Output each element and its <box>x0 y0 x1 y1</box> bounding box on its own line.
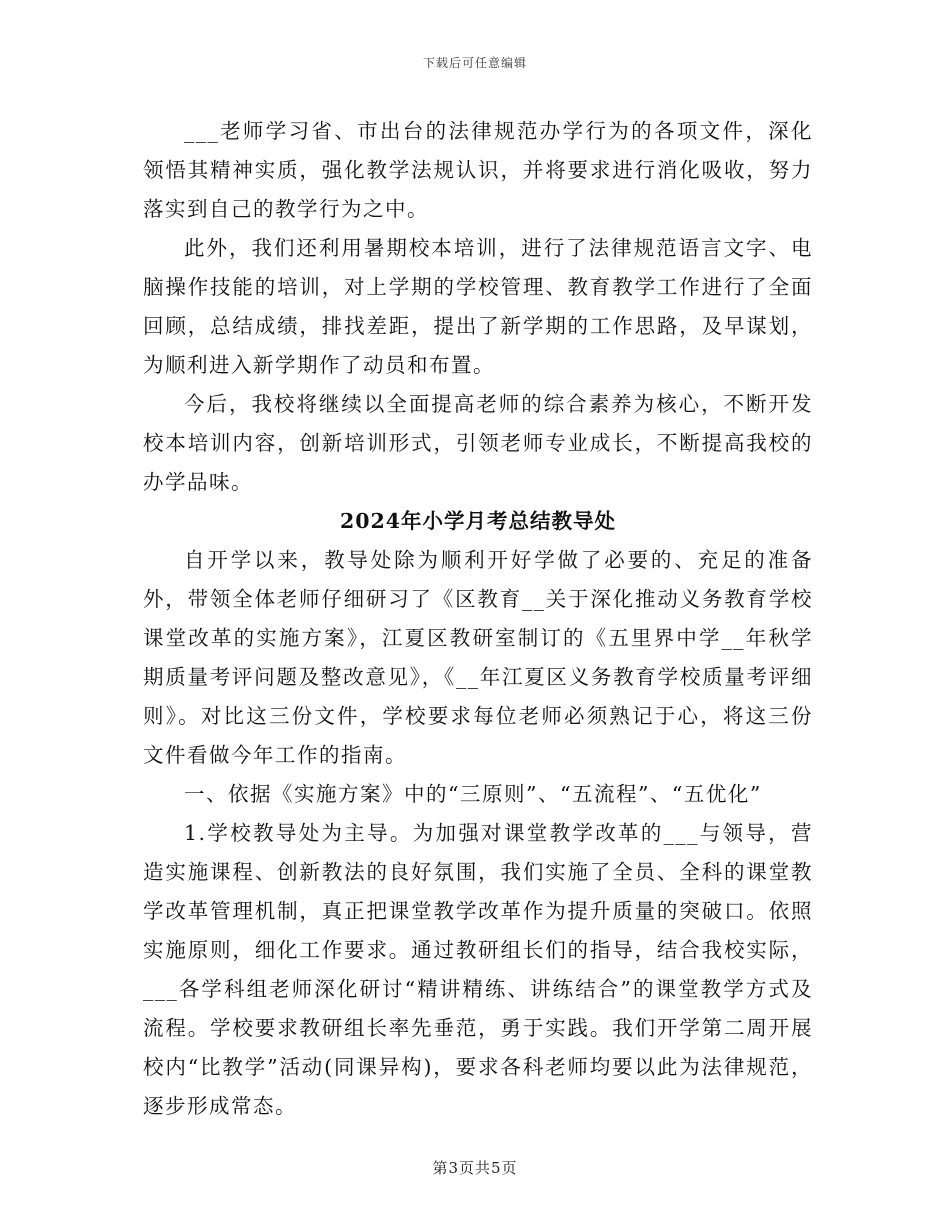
document-body <box>143 112 813 1126</box>
paragraph-2: 此外，我们还利用暑期校本培训，进行了法律规范语言文字、电脑操作技能的培训，对上学期的学校管理、教育教学工作进行了全面回顾，总结成绩，排找差距，提出了新学期的工作思路，及早谋划，为顺利进入新学期作了动员和布置。 <box>143 236 813 377</box>
page-footer: 第3页共5页 <box>432 1159 518 1177</box>
page-header: 下载后可任意编辑 <box>422 56 527 70</box>
paragraph-1: ___老师学习省、市出台的法律规范办学行为的各项文件，深化领悟其精神实质，强化教学法规认识，并将要求进行消化吸收，努力落实到自己的教学行为之中。 <box>143 119 813 221</box>
paragraph-3: 今后，我校将继续以全面提高老师的综合素养为核心，不断开发校本培训内容，创新培训形式，引领老师专业成长，不断提高我校的办学品味。 <box>143 392 813 494</box>
section-title: 2024年小学月考总结教导处 <box>339 509 617 533</box>
paragraph-5: 一、依据《实施方案》中的“三原则”、“五流程”、“五优化” <box>184 782 762 806</box>
paragraph-4: 自开学以来，教导处除为顺利开好学做了必要的、充足的准备外，带领全体老师仔细研习了《区教育__关于深化推动义务教育学校课堂改革的实施方案》，江夏区教研室制订的《五里界中学__年秋学期质量考评问题及整改意见》，《__年江夏区义务教育学校质量考评细则》。对比这三份文件，学校要求每位老师必须熟记于心，将这三份文件看做今年工作的指南。 <box>143 548 813 767</box>
paragraph-6: 1.学校教导处为主导。为加强对课堂教学改革的___与领导，营造实施课程、创新教法的良好氛围，我们实施了全员、全科的课堂教学改革管理机制，真正把课堂教学改革作为提升质量的突破口。依照实施原则，细化工作要求。通过教研组长们的指导，结合我校实际，___各学科组老师深化研讨“精讲精练、讲练结合”的课堂教学方式及流程。学校要求教研组长率先垂范，勇于实践。我们开学第二周开展校内“比教学”活动(同课异构)，要求各科老师均要以此为法律规范，逐步形成常态。 <box>143 821 813 1118</box>
